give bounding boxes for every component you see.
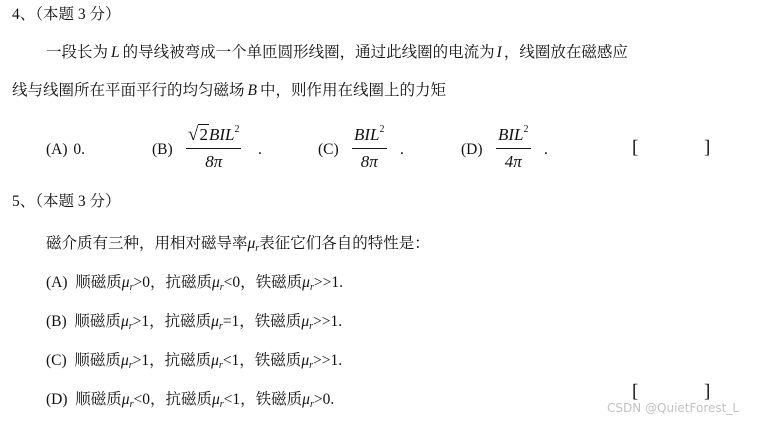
q4-header: 4、（本题 3 分）: [12, 6, 121, 23]
q4-option-b-label[interactable]: (B): [152, 141, 173, 158]
fraction-denominator: 8π: [205, 152, 223, 171]
q4-answer-bracket-right[interactable]: ]: [704, 137, 711, 158]
q4-stem-text: ，线圈放在磁感应: [503, 44, 628, 61]
sqrt-symbol: √2: [188, 124, 208, 145]
option-text: 顺磁质: [74, 313, 121, 330]
mu-r-symbol: $\mu_r$: [211, 391, 224, 410]
mu-r-symbol: $\mu_r$: [247, 235, 260, 254]
fraction-numerator: BIL$^2$: [354, 124, 385, 144]
fraction-denominator: 8π: [360, 152, 378, 171]
option-value: 0.: [73, 141, 86, 158]
option-text: <0，抗磁质: [133, 391, 212, 408]
option-text: <1，铁磁质: [222, 352, 302, 369]
option-text: >>1.: [313, 274, 343, 291]
fraction-bar: [496, 148, 531, 149]
option-text: 顺磁质: [75, 391, 122, 408]
q4-var-L: L: [111, 44, 120, 61]
q5-stem-text: 磁介质有三种，用相对磁导率: [46, 235, 248, 252]
mu-r-symbol: $\mu_r$: [121, 391, 134, 410]
option-text: <0，铁磁质: [223, 274, 303, 291]
q4-stem-text: 一段长为: [46, 44, 109, 61]
q4-option-c-fraction: [352, 118, 387, 173]
mu-r-symbol: $\mu_r$: [301, 352, 313, 371]
fraction-numerator: √2BIL$^2$: [188, 124, 240, 145]
fraction-bar: [352, 148, 387, 149]
option-text: >1，抗磁质: [132, 313, 212, 330]
q4-option-d-label[interactable]: (D): [461, 141, 483, 158]
q4-stem-text: 线与线圈所在平面平行的均匀磁场: [12, 82, 245, 99]
mu-r-symbol: $\mu_r$: [211, 313, 223, 332]
option-text: >>1.: [313, 313, 343, 330]
q4-option-d-fraction: [496, 118, 531, 173]
mu-r-symbol: $\mu_r$: [301, 313, 313, 332]
mu-r-symbol: $\mu_r$: [120, 352, 133, 371]
q5-stem: [46, 231, 430, 254]
mu-r-symbol: $\mu_r$: [211, 352, 223, 371]
q4-stem-line2: [12, 78, 446, 100]
option-text: 顺磁质: [74, 352, 121, 369]
mu-r-symbol: $\mu_r$: [120, 313, 133, 332]
q4-answer-bracket-left[interactable]: [: [632, 137, 639, 158]
mu-r-symbol: $\mu_r$: [302, 391, 314, 410]
option-label: (C): [46, 352, 67, 369]
option-text: >1，抗磁质: [132, 352, 212, 369]
option-text: 顺磁质: [75, 274, 122, 291]
q5-stem-text: 表征它们各自的特性是：: [259, 235, 430, 252]
q5-option-c[interactable]: [46, 348, 342, 371]
option-dot: .: [544, 141, 548, 158]
q4-stem-line1: [46, 40, 628, 62]
q5-answer-bracket-right[interactable]: ]: [704, 381, 711, 402]
mu-r-symbol: $\mu_r$: [211, 274, 224, 293]
option-label: (B): [46, 313, 67, 330]
option-text: >>1.: [313, 352, 343, 369]
q5-option-d[interactable]: [46, 387, 334, 410]
option-label: (A): [46, 274, 68, 291]
option-text: =1，铁磁质: [222, 313, 302, 330]
option-text: >0.: [313, 391, 335, 408]
csdn-watermark: CSDN @QuietForest_L: [607, 401, 740, 415]
q4-var-B: B: [247, 82, 257, 99]
q5-option-b[interactable]: [46, 309, 342, 332]
fraction-bar: [186, 148, 241, 149]
fraction-denominator: 4π: [504, 152, 522, 171]
fraction-numerator: BIL$^2$: [498, 124, 529, 144]
q4-var-I: I: [496, 44, 502, 61]
q4-stem-text: 的导线被弯成一个单匝圆形线圈，通过此线圈的电流为: [122, 44, 495, 61]
q4-option-c-label[interactable]: (C): [318, 141, 339, 158]
option-label: (D): [46, 391, 68, 408]
option-dot: .: [400, 141, 404, 158]
q4-option-a[interactable]: [46, 141, 85, 159]
q4-stem-text: 中，则作用在线圈上的力矩: [259, 82, 446, 99]
q5-header: 5、（本题 3 分）: [12, 193, 121, 210]
option-text: <1，铁磁质: [223, 391, 303, 408]
q4-option-b-fraction: [186, 118, 241, 173]
mu-r-symbol: $\mu_r$: [302, 274, 314, 293]
q5-answer-bracket-left[interactable]: [: [632, 381, 639, 402]
option-text: >0，抗磁质: [133, 274, 212, 291]
mu-r-symbol: $\mu_r$: [121, 274, 134, 293]
option-label: (A): [46, 141, 68, 158]
option-dot: .: [258, 141, 262, 158]
q5-option-a[interactable]: [46, 270, 343, 293]
